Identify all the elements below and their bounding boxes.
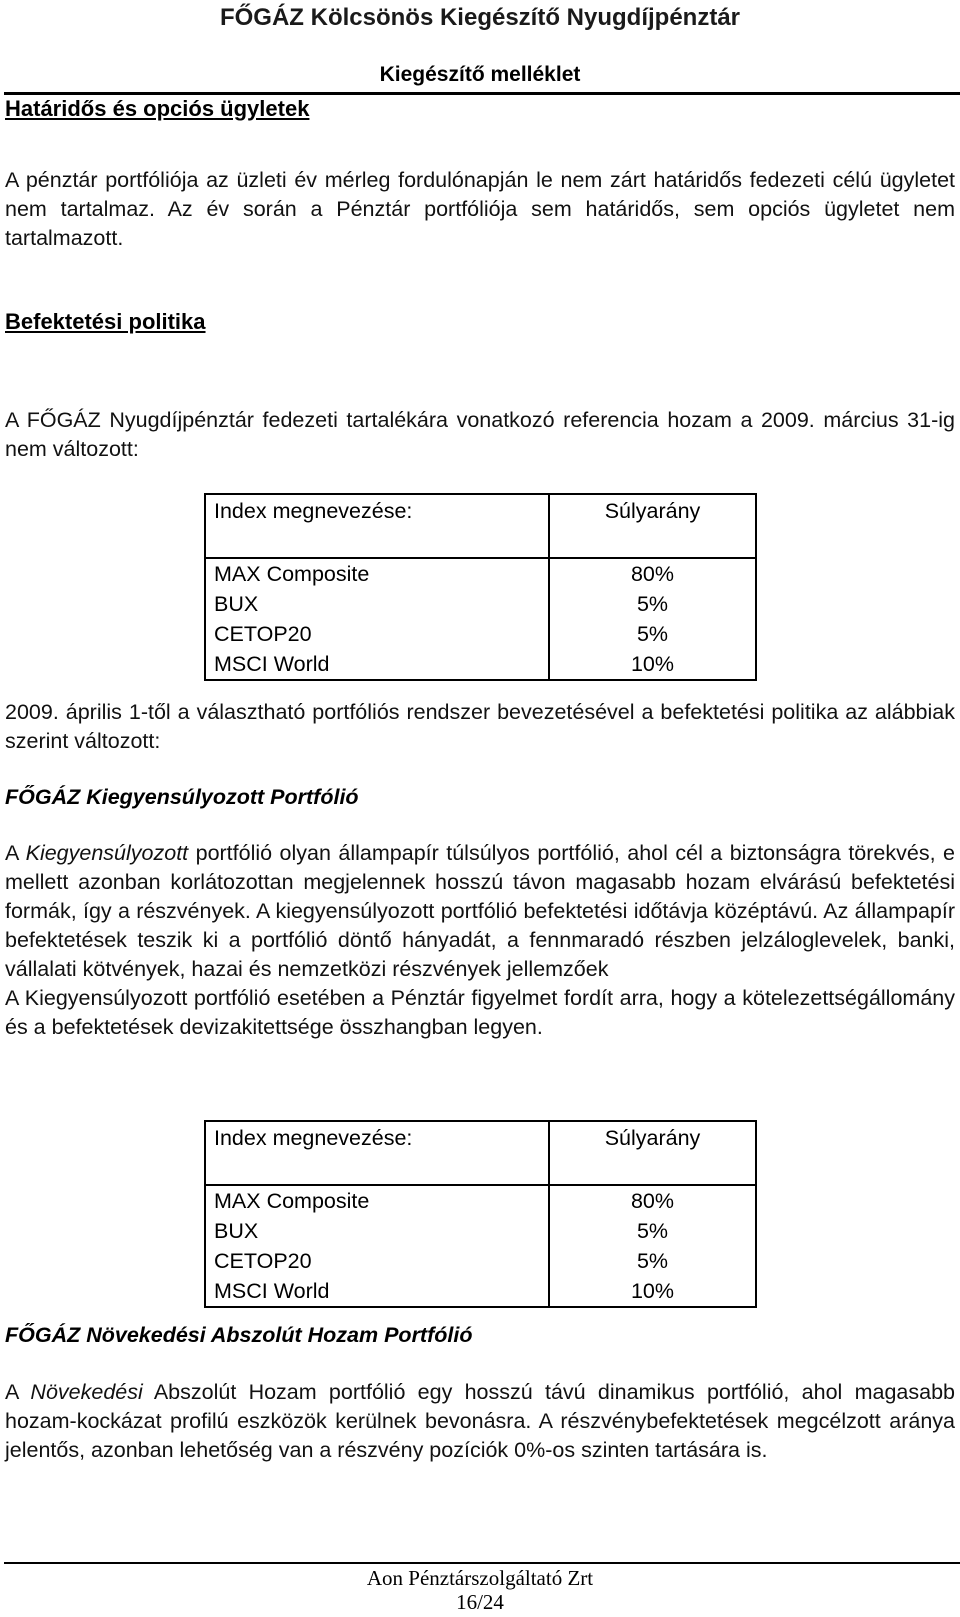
index-table-2 — [204, 1120, 757, 1308]
table-row — [205, 649, 756, 680]
paragraph-hatarido — [5, 166, 955, 253]
index-name: BUX — [205, 589, 549, 619]
paragraph-befektetesi-text: A FŐGÁZ Nyugdíjpénztár fedezeti tartalékára vonatkozó referencia hozam a 2009. március 31-ig nem változott: — [5, 408, 955, 461]
heading-hatarido: Határidős és opciós ügyletek — [5, 96, 310, 121]
index-weight: 5% — [636, 1249, 669, 1273]
italic-term: Kiegyensúlyozott — [25, 841, 189, 865]
index-name: MAX Composite — [205, 1185, 549, 1216]
text-span: A — [5, 1380, 31, 1404]
document-subtitle: Kiegészítő melléklet — [379, 63, 581, 86]
index-weight: 10% — [630, 652, 675, 676]
index-weight: 80% — [630, 1189, 675, 1213]
italic-term: Növekedési — [30, 1380, 143, 1404]
index-name: MAX Composite — [205, 558, 549, 589]
table-row — [205, 558, 756, 589]
index-weight: 5% — [636, 1219, 669, 1243]
paragraph-valtozas-text: 2009. április 1-től a választható portfóliós rendszer bevezetésével a befektetési politika az alábbiak szerint változott: — [5, 700, 955, 753]
index-name: CETOP20 — [205, 1246, 549, 1276]
table-row — [205, 1185, 756, 1216]
index-name: BUX — [205, 1216, 549, 1246]
footer-rule — [4, 1562, 960, 1564]
table1-col-weight: Súlyarány — [549, 494, 756, 558]
table2-col-index: Index megnevezése: — [205, 1121, 549, 1185]
footer-company: Aon Pénztárszolgáltató Zrt — [366, 1566, 594, 1590]
text-span: A — [5, 841, 26, 865]
text-span: portfólió olyan állampapír túlsúlyos portfólió, ahol cél a biztonságra törekvés, e mellett azonban korlátozottan megjelennek hosszú távon magasabb hozam elvárású befektetési formák, így a részvények. A kiegyensúlyozott portfólió befektetési időtávja középtávú. Az állampapír befektetések teszik ki a portfólió döntő hányadát, a fennmaradó részben jelzáloglevelek, banki, vállalati kötvények, hazai és nemzetközi részvények jellemzőek — [5, 841, 955, 981]
text-span: Abszolút Hozam portfólió egy hosszú távú dinamikus portfólió, ahol magasabb hozam-kockázat profilú eszközök kerülnek bevonásra. A részvénybefektetések megcélzott aránya jelentős, azonban lehetőség van a részvény pozíciók 0%-os szinten tartására is. — [5, 1380, 955, 1462]
heading-novekedesi: FŐGÁZ Növekedési Abszolút Hozam Portfólió — [5, 1323, 473, 1347]
paragraph-kiegyensulyozott-1 — [5, 839, 955, 984]
table-row — [205, 1276, 756, 1307]
index-name: MSCI World — [205, 1276, 549, 1307]
paragraph-kiegyensulyozott-2: A Kiegyensúlyozott portfólió esetében a Pénztár figyelmet fordít arra, hogy a kötelezettségállomány és a befektetések devizakitettsége összhangban legyen. — [5, 986, 955, 1039]
index-table-1 — [204, 493, 757, 681]
index-name: MSCI World — [205, 649, 549, 680]
index-name: CETOP20 — [205, 619, 549, 649]
heading-befektetesi: Befektetési politika — [5, 309, 206, 334]
table-row — [205, 619, 756, 649]
index-weight: 10% — [630, 1279, 675, 1303]
page-number: 16/24 — [456, 1590, 504, 1614]
index-weight: 5% — [636, 592, 669, 616]
paragraph-novekedesi-text — [5, 1378, 955, 1465]
index-weight: 5% — [636, 622, 669, 646]
document-title: FŐGÁZ Kölcsönös Kiegészítő Nyugdíjpénztár — [219, 4, 741, 31]
paragraph-kiegyensulyozott — [5, 839, 955, 1042]
header-rule — [4, 92, 960, 95]
paragraph-valtozas — [5, 698, 955, 756]
heading-kiegyensulyozott: FŐGÁZ Kiegyensúlyozott Portfólió — [5, 785, 359, 809]
paragraph-befektetesi — [5, 406, 955, 464]
table-row — [205, 589, 756, 619]
paragraph-novekedesi — [5, 1378, 955, 1465]
table-row — [205, 1216, 756, 1246]
table1-col-index: Index megnevezése: — [205, 494, 549, 558]
index-weight: 80% — [630, 562, 675, 586]
table2-col-weight: Súlyarány — [549, 1121, 756, 1185]
paragraph-hatarido-text: A pénztár portfóliója az üzleti év mérleg fordulónapján le nem zárt határidős fedezeti célú ügyletet nem tartalmaz. Az év során a Pénztár portfóliója sem határidős, sem opciós ügyletet nem tartalmazott. — [5, 168, 955, 250]
table-row — [205, 1246, 756, 1276]
